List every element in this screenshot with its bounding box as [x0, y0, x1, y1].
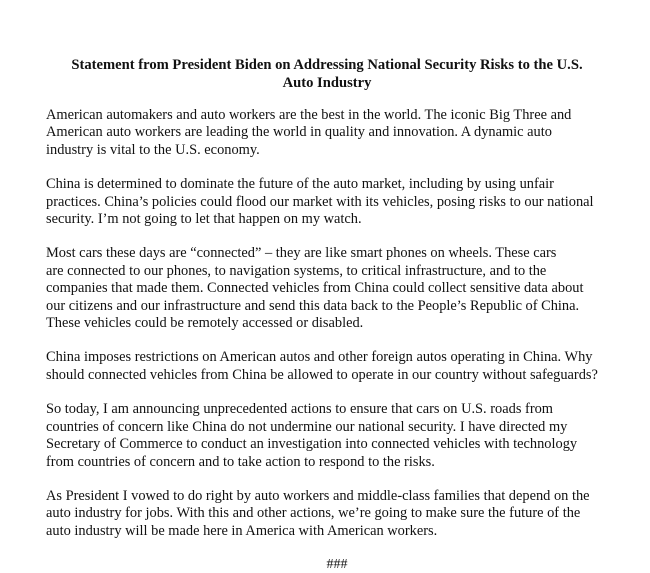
paragraph-line: should connected vehicles from China be allowed to operate in our country without safeguards?	[46, 366, 598, 383]
paragraph-line: security. I’m not going to let that happen on my watch.	[46, 211, 362, 228]
paragraph-line: countries of concern like China do not undermine our national security. I have directed my	[46, 418, 568, 435]
paragraph-line: China imposes restrictions on American autos and other foreign autos operating in China. Why	[46, 349, 593, 366]
paragraph-5	[46, 401, 608, 471]
paragraph-4	[46, 349, 608, 384]
paragraph-line: companies that made them. Connected vehicles from China could collect sensitive data about	[46, 280, 584, 297]
end-mark: ###	[326, 557, 348, 573]
paragraph-line: Most cars these days are “connected” – they are like smart phones on wheels. These cars	[46, 245, 557, 262]
paragraph-line: are connected to our phones, to navigation systems, to critical infrastructure, and to the	[46, 262, 547, 279]
paragraph-2	[46, 176, 608, 228]
paragraph-6	[46, 488, 608, 540]
paragraph-line: auto industry will be made here in America with American workers.	[46, 522, 438, 539]
paragraph-1	[46, 107, 608, 159]
paragraph-line: American automakers and auto workers are the best in the world. The iconic Big Three and	[46, 107, 572, 123]
paragraph-line: So today, I am announcing unprecedented actions to ensure that cars on U.S. roads from	[46, 401, 553, 418]
paragraph-3	[46, 245, 608, 332]
paragraph-line: Secretary of Commerce to conduct an investigation into connected vehicles with technology	[46, 436, 578, 453]
statement-title: Statement from President Biden on Addressing National Security Risks to the U.S. Auto Industry	[71, 57, 583, 91]
paragraph-line: auto industry for jobs. With this and other actions, we’re going to make sure the future of the	[46, 505, 581, 522]
paragraph-line: from countries of concern and to take action to respond to the risks.	[46, 453, 435, 470]
paragraph-line: practices. China’s policies could flood our market with its vehicles, posing risks to our national	[46, 193, 594, 210]
paragraph-line: industry is vital to the U.S. economy.	[46, 141, 260, 158]
paragraph-line: These vehicles could be remotely accessed or disabled.	[46, 315, 364, 332]
paragraph-line: As President I vowed to do right by auto workers and middle-class families that depend on the	[46, 487, 590, 504]
paragraph-line: our citizens and our infrastructure and send this data back to the People’s Republic of China.	[46, 297, 580, 314]
paragraph-line: American auto workers are leading the world in quality and innovation. A dynamic auto	[46, 124, 552, 141]
statement-body	[46, 107, 608, 540]
paragraph-line: China is determined to dominate the future of the auto market, including by using unfair	[46, 176, 554, 193]
